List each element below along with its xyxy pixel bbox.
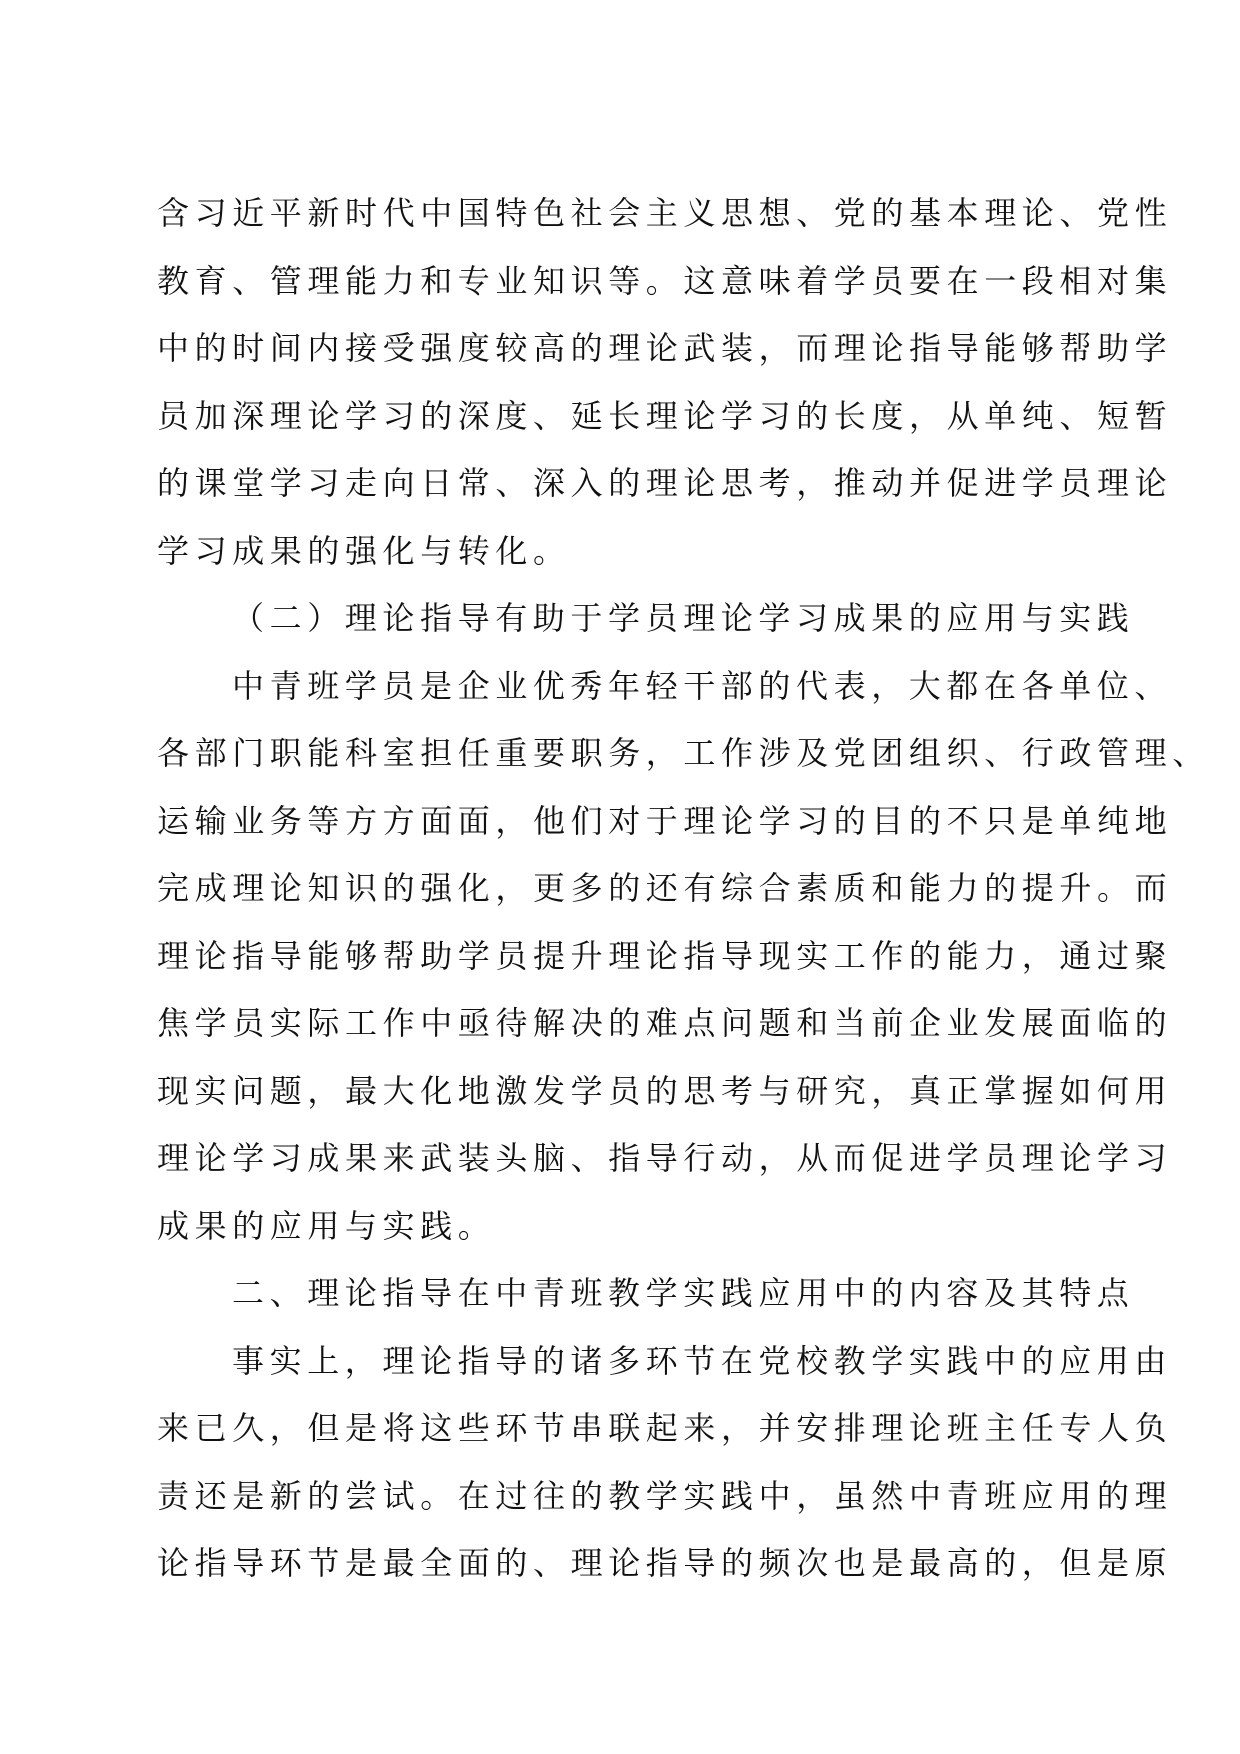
paragraph-line: 理论指导能够帮助学员提升理论指导现实工作的能力，通过聚 bbox=[157, 936, 1173, 975]
paragraph-line: 中青班学员是企业优秀年轻干部的代表，大都在各单位、 bbox=[232, 666, 1173, 705]
paragraph-line: 中的时间内接受强度较高的理论武装，而理论指导能够帮助学 bbox=[157, 329, 1173, 367]
paragraph-line: 来已久，但是将这些环节串联起来，并安排理论班主任专人负 bbox=[157, 1409, 1173, 1447]
paragraph-line: 理论学习成果来武装头脑、指导行动，从而促进学员理论学习 bbox=[157, 1139, 1173, 1177]
document-body bbox=[157, 180, 1210, 1598]
paragraph-line: 各部门职能科室担任重要职务，工作涉及党团组织、行政管理、 bbox=[157, 734, 1210, 772]
paragraph-line: 运输业务等方方面面，他们对于理论学习的目的不只是单纯地 bbox=[157, 801, 1173, 840]
paragraph-line: 现实问题，最大化地激发学员的思考与研究，真正掌握如何用 bbox=[157, 1071, 1173, 1110]
section-heading: 二、理论指导在中青班教学实践应用中的内容及其特点 bbox=[232, 1274, 1135, 1312]
paragraph-line: 教育、管理能力和专业知识等。这意味着学员要在一段相对集 bbox=[157, 261, 1173, 300]
paragraph-line: 学习成果的强化与转化。 bbox=[157, 531, 571, 570]
paragraph-line: 事实上，理论指导的诸多环节在党校教学实践中的应用由 bbox=[232, 1341, 1173, 1380]
paragraph-line: 论指导环节是最全面的、理论指导的频次也是最高的，但是原 bbox=[157, 1544, 1173, 1582]
section-subheading: （二）理论指导有助于学员理论学习成果的应用与实践 bbox=[232, 599, 1135, 637]
paragraph-line: 的课堂学习走向日常、深入的理论思考，推动并促进学员理论 bbox=[157, 464, 1173, 502]
paragraph-line: 员加深理论学习的深度、延长理论学习的长度，从单纯、短暂 bbox=[157, 396, 1173, 435]
paragraph-line: 责还是新的尝试。在过往的教学实践中，虽然中青班应用的理 bbox=[157, 1476, 1173, 1515]
paragraph-line: 完成理论知识的强化，更多的还有综合素质和能力的提升。而 bbox=[157, 869, 1173, 907]
paragraph-line: 成果的应用与实践。 bbox=[157, 1206, 496, 1245]
paragraph-line: 焦学员实际工作中亟待解决的难点问题和当前企业发展面临的 bbox=[157, 1004, 1173, 1042]
paragraph-line: 含习近平新时代中国特色社会主义思想、党的基本理论、党性 bbox=[157, 194, 1173, 232]
